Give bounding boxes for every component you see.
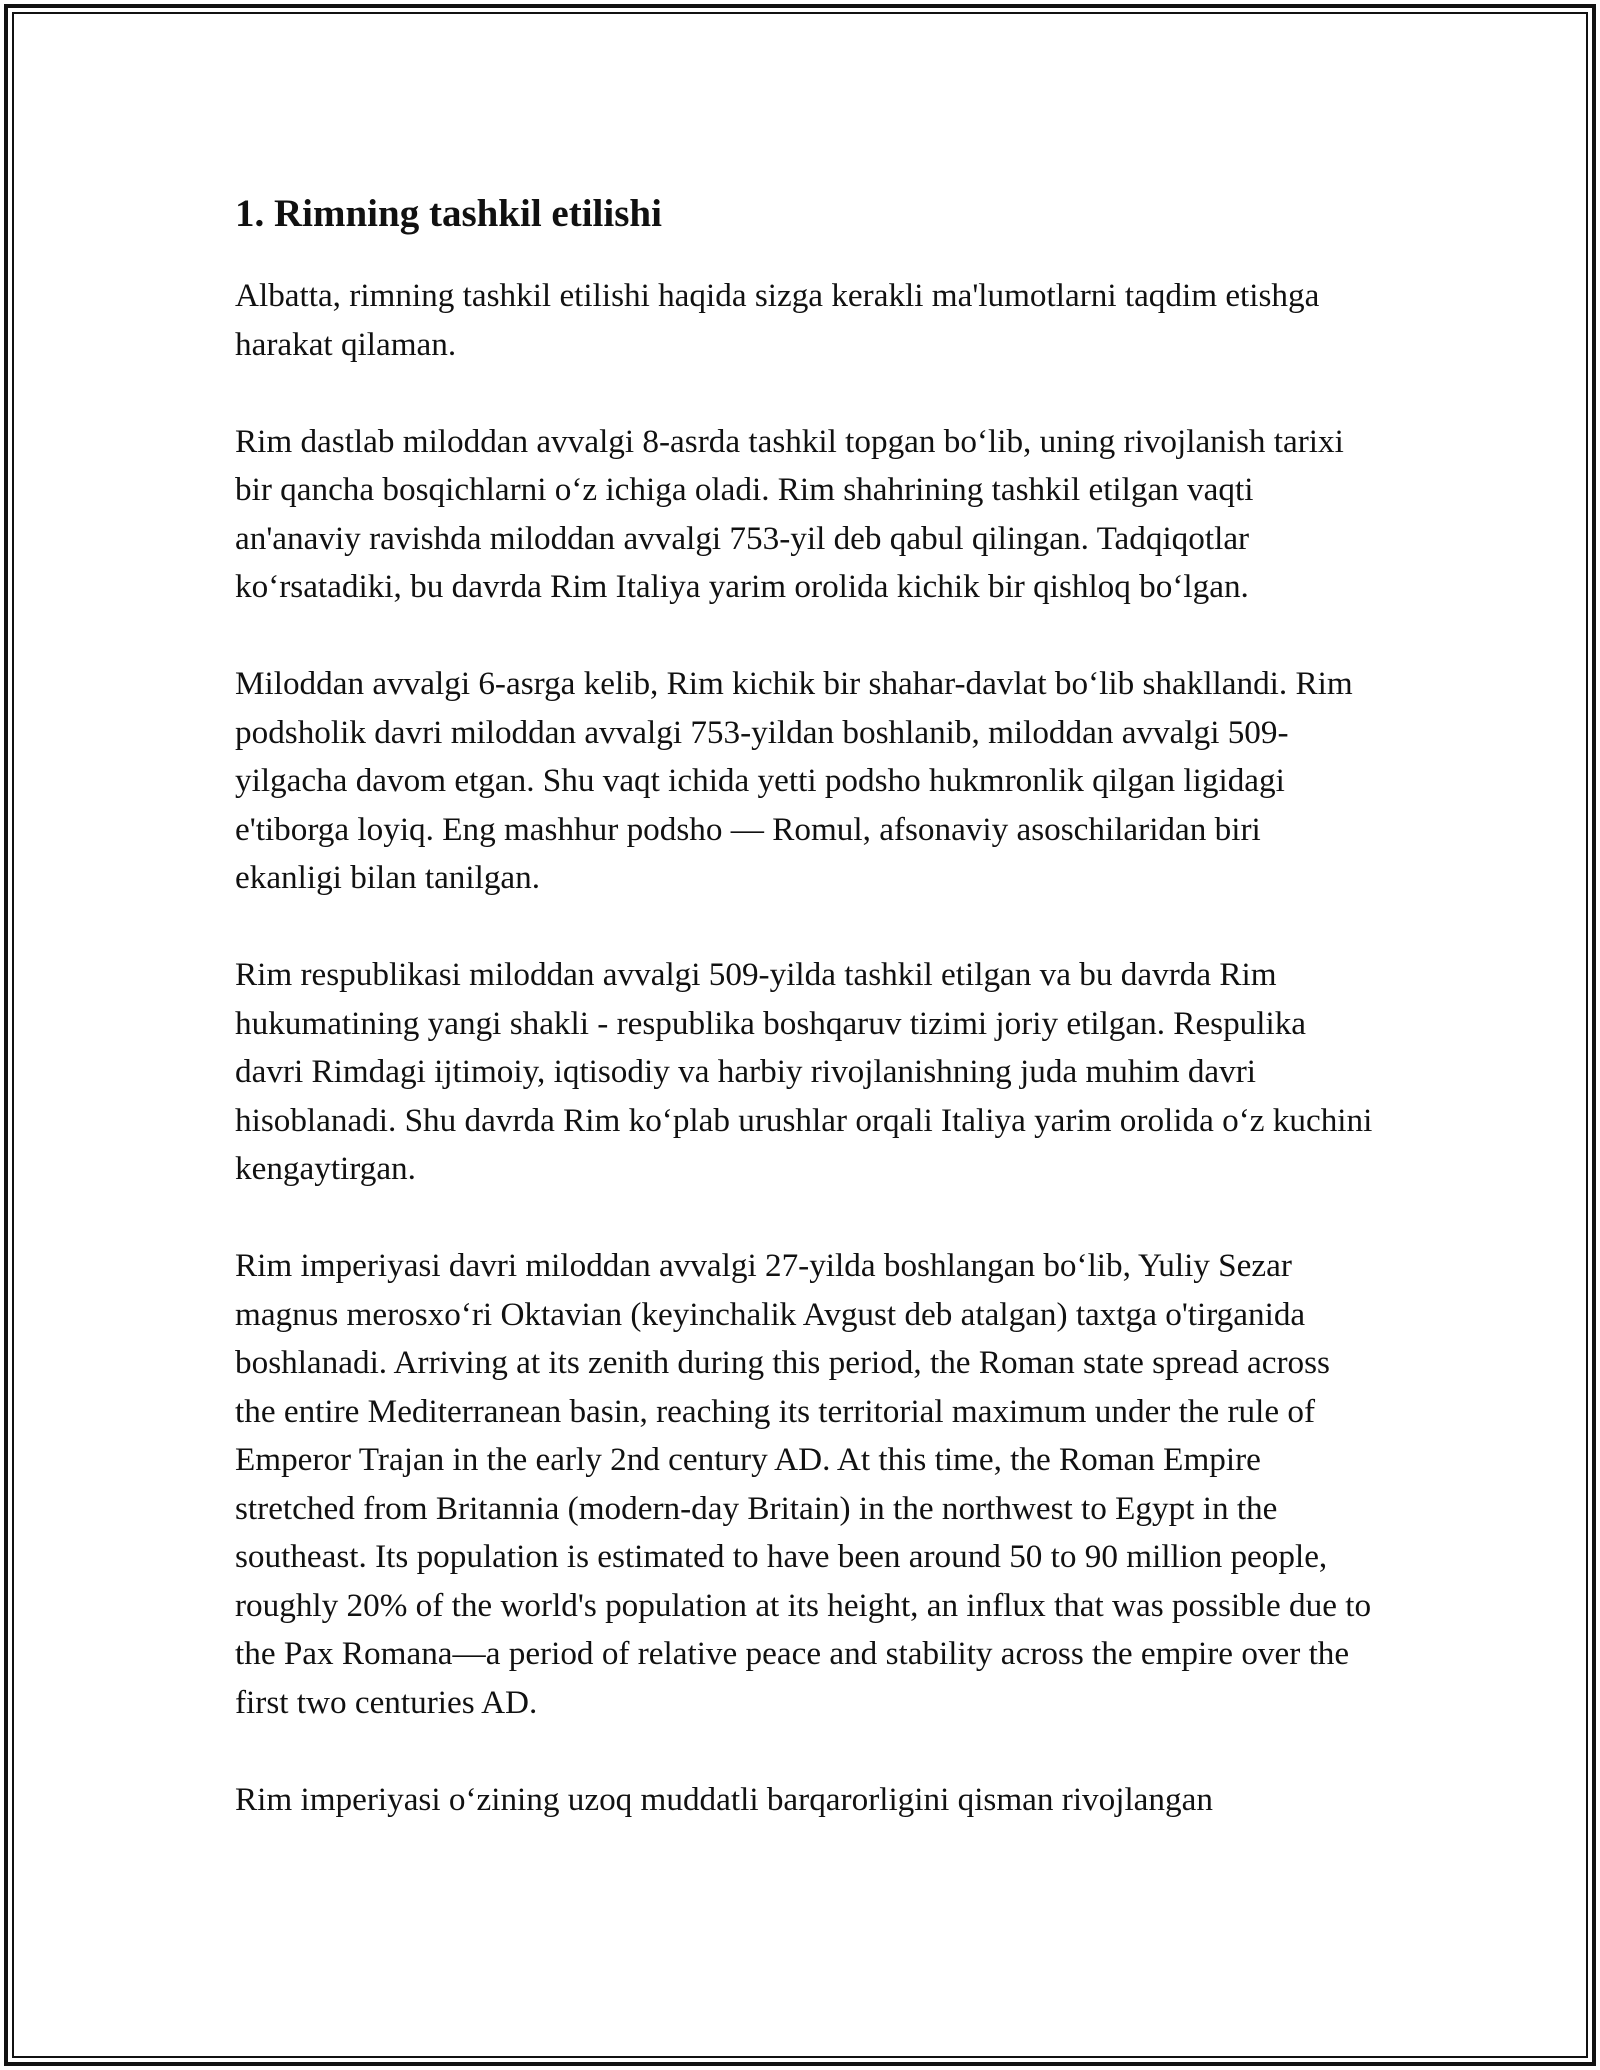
paragraph-stability: Rim imperiyasi o‘zining uzoq muddatli barqarorligini qisman rivojlangan [235, 1780, 1213, 1818]
paragraph-republic: Rim respublikasi miloddan avvalgi 509-yilda tashkil etilgan va bu davrda Rim hukumatining yangi shakli - respublika boshqaruv tizimi joriy etilgan. Respulika davri Rimdagi ijtimoiy, iqtisodiy va harbiy rivojlanishning juda muhim davri hisoblanadi. Shu davrda Rim ko‘plab urushlar orqali Italiya yarim orolida o‘z kuchini kengaytirgan. [235, 956, 1373, 1187]
paragraph-kingdom: Miloddan avvalgi 6-asrga kelib, Rim kichik bir shahar-davlat bo‘lib shakllandi. Rim podsholik davri miloddan avvalgi 753-yildan boshlanib, miloddan avvalgi 509-yilgacha davom etgan. Shu vaqt ichida yetti podsho hukmronlik qilgan ligidagi e'tiborga loyiq. Eng mashhur podsho — Romul, afsonaviy asoschilaridan biri ekanligi bilan tanilgan. [235, 665, 1353, 896]
document-title: 1. Rimning tashkil etilishi [235, 192, 662, 235]
paragraph-intro: Albatta, rimning tashkil etilishi haqida sizga kerakli ma'lumotlarni taqdim etishga harakat qilaman. [235, 277, 1320, 363]
paragraph-founding: Rim dastlab miloddan avvalgi 8-asrda tashkil topgan bo‘lib, uning rivojlanish tarixi bir qancha bosqichlarni o‘z ichiga oladi. Rim shahrining tashkil etilgan vaqti an'anaviy ravishda miloddan avvalgi 753-yil deb qabul qilingan. Tadqiqotlar ko‘rsatadiki, bu davrda Rim Italiya yarim orolida kichik bir qishloq bo‘lgan. [235, 422, 1344, 605]
document-body [235, 186, 1375, 1873]
paragraph-empire: Rim imperiyasi davri miloddan avvalgi 27-yilda boshlangan bo‘lib, Yuliy Sezar magnus merosxo‘ri Oktavian (keyinchalik Avgust deb atalgan) taxtga o'tirganida boshlanadi. Arriving at its zenith during this period, the Roman state spread across the entire Mediterranean basin, reaching its territorial maximum under the rule of Emperor Trajan in the early 2nd century AD. At this time, the Roman Empire stretched from Britannia (modern-day Britain) in the northwest to Egypt in the southeast. Its population is estimated to have been around 50 to 90 million people, roughly 20% of the world's population at its height, an influx that was possible due to the Pax Romana—a period of relative peace and stability across the empire over the first two centuries AD. [235, 1247, 1372, 1721]
